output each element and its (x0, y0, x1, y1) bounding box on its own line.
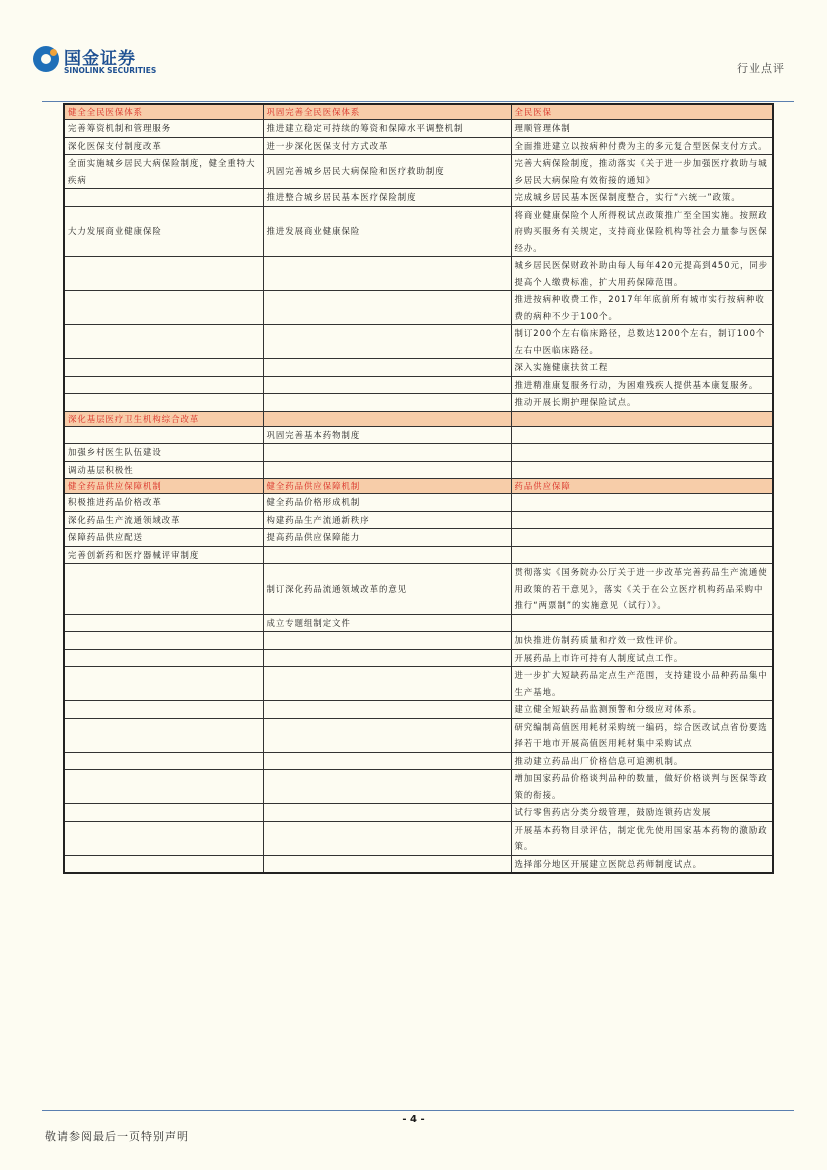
table-row (64, 257, 773, 291)
table-cell: 完善创新药和医疗器械评审制度 (64, 546, 263, 564)
disclaimer-note: 敬请参阅最后一页特别声明 (45, 1130, 189, 1143)
table-cell (263, 752, 511, 770)
table-cell: 深化基层医疗卫生机构综合改革 (64, 411, 263, 426)
table-row (64, 359, 773, 377)
table-cell: 开展基本药物目录评估，制定优先使用国家基本药物的激励政策。 (511, 821, 773, 855)
table-cell (263, 359, 511, 377)
table-row (64, 394, 773, 412)
table-cell (263, 411, 511, 426)
table-cell: 贯彻落实《国务院办公厅关于进一步改革完善药品生产流通使用政策的若干意见》，落实《关于在公立医疗机构药品采购中推行“两票制”的实施意见（试行）》。 (511, 564, 773, 615)
table-row (64, 511, 773, 529)
table-cell: 健全全民医保体系 (64, 104, 263, 120)
table-row (64, 189, 773, 207)
table-row (64, 155, 773, 189)
table-cell (64, 718, 263, 752)
table-cell (263, 701, 511, 719)
table-cell (64, 804, 263, 822)
table-cell (64, 649, 263, 667)
table-cell (263, 855, 511, 873)
table-row (64, 564, 773, 615)
table-cell: 加快推进仿制药质量和疗效一致性评价。 (511, 632, 773, 650)
table-cell: 研究编制高值医用耗材采购统一编码，综合医改试点省份要选择若干地市开展高值医用耗材集中采购试点 (511, 718, 773, 752)
table-cell: 深入实施健康扶贫工程 (511, 359, 773, 377)
table-cell: 健全药品供应保障机制 (64, 479, 263, 494)
table-cell (511, 614, 773, 632)
table-cell (263, 325, 511, 359)
table-cell (263, 718, 511, 752)
table-row (64, 444, 773, 462)
table-cell: 保障药品供应配送 (64, 529, 263, 547)
table-cell (263, 444, 511, 462)
table-cell (64, 376, 263, 394)
table-cell (64, 325, 263, 359)
table-cell (511, 511, 773, 529)
table-cell (64, 614, 263, 632)
table-cell (263, 821, 511, 855)
table-row (64, 137, 773, 155)
table-cell (511, 461, 773, 479)
table-cell: 大力发展商业健康保险 (64, 206, 263, 257)
table-cell: 推进精准康复服务行动，为困难残疾人提供基本康复服务。 (511, 376, 773, 394)
table-cell: 推进发展商业健康保险 (263, 206, 511, 257)
table-row (64, 667, 773, 701)
table-row (64, 376, 773, 394)
table-row (64, 461, 773, 479)
table-cell (64, 667, 263, 701)
table-cell (511, 411, 773, 426)
logo-emblem-icon (33, 46, 59, 72)
table-cell: 健全药品价格形成机制 (263, 494, 511, 512)
table-cell: 完成城乡居民基本医保制度整合，实行“六统一”政策。 (511, 189, 773, 207)
table-cell (64, 752, 263, 770)
table-section-header-row (64, 479, 773, 494)
table-row (64, 546, 773, 564)
table-cell: 加强乡村医生队伍建设 (64, 444, 263, 462)
table-cell: 试行零售药店分类分级管理，鼓励连锁药店发展 (511, 804, 773, 822)
table-cell: 推动开展长期护理保险试点。 (511, 394, 773, 412)
table-row (64, 649, 773, 667)
table-section-header-row (64, 104, 773, 120)
table-cell: 完善筹资机制和管理服务 (64, 120, 263, 138)
logo-text-cn: 国金证券 (64, 49, 136, 69)
table-cell (263, 394, 511, 412)
table-cell (263, 461, 511, 479)
table-cell: 积极推进药品价格改革 (64, 494, 263, 512)
table-row (64, 752, 773, 770)
table-cell: 进一步扩大短缺药品定点生产范围，支持建设小品种药品集中生产基地。 (511, 667, 773, 701)
table-cell: 调动基层积极性 (64, 461, 263, 479)
footer-divider (42, 1110, 794, 1111)
table-cell (64, 855, 263, 873)
table-cell: 推进建立稳定可持续的筹资和保障水平调整机制 (263, 120, 511, 138)
logo-text-en: SINOLINK SECURITIES (64, 66, 157, 75)
table-cell: 巩固完善城乡居民大病保险和医疗救助制度 (263, 155, 511, 189)
policy-comparison-table (63, 103, 774, 874)
table-cell: 城乡居民医保财政补助由每人每年420元提高到450元，同步提高个人缴费标准，扩大用药保障范围。 (511, 257, 773, 291)
table-cell: 全面推进建立以按病种付费为主的多元复合型医保支付方式。 (511, 137, 773, 155)
table-cell (511, 494, 773, 512)
table-cell (263, 770, 511, 804)
table-cell: 推进按病种收费工作，2017年年底前所有城市实行按病种收费的病种不少于100个。 (511, 291, 773, 325)
table-cell (64, 564, 263, 615)
table-cell: 增加国家药品价格谈判品种的数量，做好价格谈判与医保等政策的衔接。 (511, 770, 773, 804)
table-cell (263, 649, 511, 667)
table-cell (263, 257, 511, 291)
table-row (64, 120, 773, 138)
table-row (64, 855, 773, 873)
table-cell (263, 376, 511, 394)
table-cell: 巩固完善基本药物制度 (263, 426, 511, 444)
table-cell: 巩固完善全民医保体系 (263, 104, 511, 120)
table-cell: 药品供应保障 (511, 479, 773, 494)
table-cell (64, 189, 263, 207)
table-cell: 理顺管理体制 (511, 120, 773, 138)
header-divider (42, 101, 794, 102)
table-cell (263, 667, 511, 701)
table-cell: 构建药品生产流通新秩序 (263, 511, 511, 529)
table-cell: 完善大病保险制度，推动落实《关于进一步加强医疗救助与城乡居民大病保险有效衔接的通知》 (511, 155, 773, 189)
table-cell: 制订200个左右临床路径，总数达1200个左右，制订100个左右中医临床路径。 (511, 325, 773, 359)
table-row (64, 291, 773, 325)
table-cell (263, 546, 511, 564)
table-cell: 制订深化药品流通领域改革的意见 (263, 564, 511, 615)
table-cell (64, 394, 263, 412)
table-cell (64, 291, 263, 325)
policy-comparison-table-wrapper (63, 103, 772, 874)
table-row (64, 821, 773, 855)
table-section-header-row (64, 411, 773, 426)
table-cell: 将商业健康保险个人所得税试点政策推广至全国实施。按照政府购买服务有关规定，支持商业保险机构等社会力量参与医保经办。 (511, 206, 773, 257)
table-cell: 全民医保 (511, 104, 773, 120)
table-row (64, 632, 773, 650)
table-cell (64, 770, 263, 804)
document-type-label: 行业点评 (737, 62, 785, 75)
table-cell (263, 632, 511, 650)
table-cell: 建立健全短缺药品监测预警和分级应对体系。 (511, 701, 773, 719)
table-cell: 深化药品生产流通领域改革 (64, 511, 263, 529)
table-row (64, 426, 773, 444)
table-cell: 提高药品供应保障能力 (263, 529, 511, 547)
table-cell: 健全药品供应保障机制 (263, 479, 511, 494)
table-row (64, 770, 773, 804)
table-cell (64, 257, 263, 291)
page-number: - 4 - (402, 1114, 425, 1125)
table-cell (64, 701, 263, 719)
table-cell: 推动建立药品出厂价格信息可追溯机制。 (511, 752, 773, 770)
table-row (64, 804, 773, 822)
table-cell: 推进整合城乡居民基本医疗保险制度 (263, 189, 511, 207)
table-cell: 全面实施城乡居民大病保险制度，健全重特大疾病 (64, 155, 263, 189)
table-row (64, 701, 773, 719)
table-cell (511, 426, 773, 444)
table-cell: 进一步深化医保支付方式改革 (263, 137, 511, 155)
table-row (64, 614, 773, 632)
table-cell (511, 444, 773, 462)
table-cell (64, 426, 263, 444)
table-row (64, 529, 773, 547)
table-cell: 成立专题组制定文件 (263, 614, 511, 632)
table-cell: 开展药品上市许可持有人制度试点工作。 (511, 649, 773, 667)
table-cell (64, 821, 263, 855)
table-cell (64, 359, 263, 377)
table-cell (511, 546, 773, 564)
table-cell (511, 529, 773, 547)
table-row (64, 494, 773, 512)
table-cell: 深化医保支付制度改革 (64, 137, 263, 155)
table-row (64, 325, 773, 359)
table-cell (263, 804, 511, 822)
table-cell (64, 632, 263, 650)
table-cell: 选择部分地区开展建立医院总药师制度试点。 (511, 855, 773, 873)
table-row (64, 718, 773, 752)
table-row (64, 206, 773, 257)
table-cell (263, 291, 511, 325)
